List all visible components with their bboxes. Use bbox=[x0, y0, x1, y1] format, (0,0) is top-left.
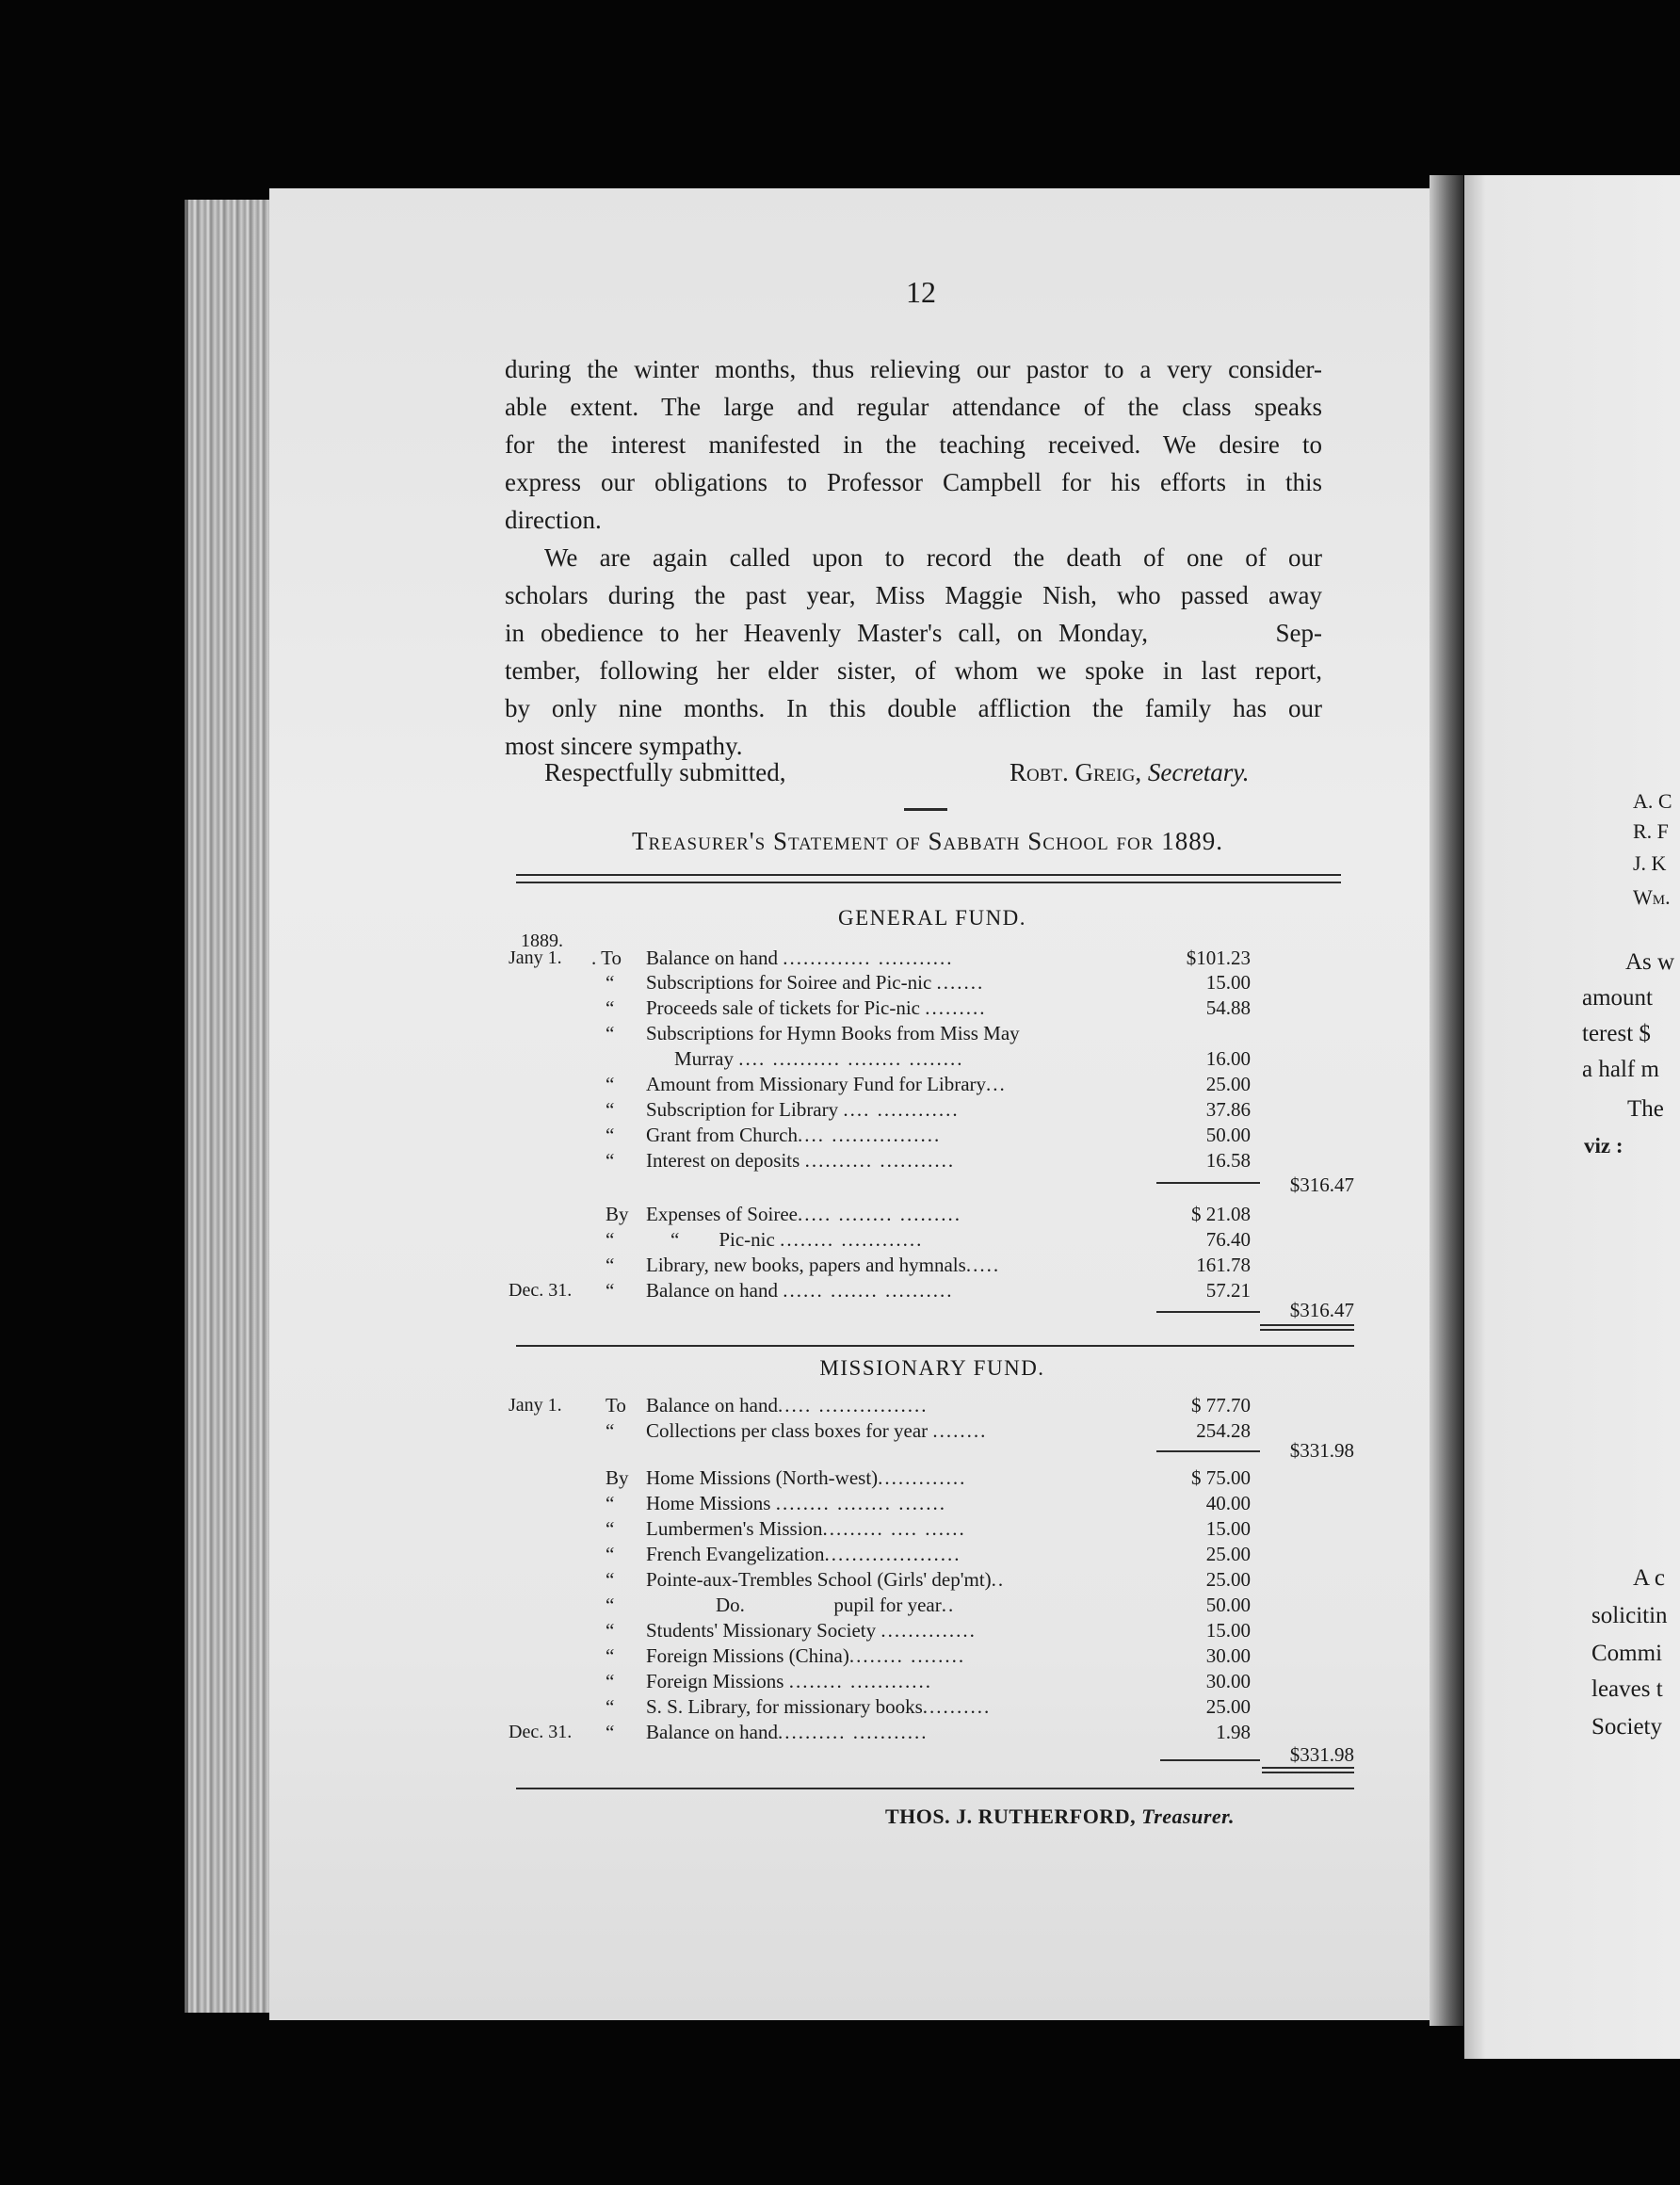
short-divider bbox=[904, 808, 947, 811]
treasurer-title: Treasurer. bbox=[1141, 1805, 1236, 1828]
report-line: scholars during the past year, Miss Maggie Nish, who passed away bbox=[505, 581, 1322, 609]
report-line: for the interest manifested in the teaching received. We desire to bbox=[505, 430, 1322, 459]
ledger-row: “ Foreign Missions ........ ............ 30.00 bbox=[606, 1670, 1251, 1692]
section-rule bbox=[516, 1788, 1354, 1789]
ledger-row: Murray .... .......... ........ ........ 16.00 bbox=[674, 1047, 1251, 1070]
report-line: We are again called upon to record the death of one of our bbox=[544, 543, 1322, 572]
ledger-row: “ S. S. Library, for missionary books.......... 25.00 bbox=[606, 1695, 1251, 1718]
ledger-row: Dec. 31. “ Balance on hand ...... ....... .......... 57.21 bbox=[509, 1279, 1251, 1302]
ledger-row: “ Subscription for Library .... ............ 37.86 bbox=[606, 1098, 1251, 1121]
statement-title: Treasurer's Statement of Sabbath School for 1889. bbox=[632, 827, 1223, 855]
signoff: Respectfully submitted, bbox=[544, 758, 786, 786]
right-text-line: terest $ bbox=[1582, 1021, 1651, 1046]
ledger-row: “ Students' Missionary Society .............. 15.00 bbox=[606, 1619, 1251, 1642]
total-double-rule bbox=[1262, 1767, 1354, 1769]
ledger-total-row bbox=[0, 1742, 1680, 1768]
ledger-row: Jany 1. . To Balance on hand ............. ........... $101.23 bbox=[509, 947, 1251, 969]
ledger-row: “ Lumbermen's Mission......... .... ...... 15.00 bbox=[606, 1517, 1251, 1540]
ledger-total-row bbox=[0, 1173, 1680, 1198]
ledger-row: By Expenses of Soiree..... ........ ......... $ 21.08 bbox=[606, 1203, 1251, 1225]
double-rule-bottom bbox=[516, 882, 1341, 883]
right-text-line: The bbox=[1627, 1096, 1664, 1122]
missionary-payments-total: $331.98 bbox=[1289, 1743, 1354, 1766]
right-text-line: leaves t bbox=[1591, 1676, 1663, 1702]
ledger-row: “ Home Missions ........ ........ ....... 40.00 bbox=[606, 1492, 1251, 1514]
secretary-signature bbox=[1010, 753, 1250, 791]
missionary-receipts-total: $331.98 bbox=[1289, 1439, 1354, 1462]
section-rule bbox=[516, 1345, 1354, 1347]
secretary-title: Secretary. bbox=[1147, 758, 1250, 786]
right-text-line: Commi bbox=[1591, 1641, 1663, 1666]
missionary-fund-heading: MISSIONARY FUND. bbox=[819, 1356, 1045, 1380]
ledger-row: “ Collections per class boxes for year ........ 254.28 bbox=[606, 1419, 1251, 1442]
treasurer-name: THOS. J. RUTHERFORD, bbox=[885, 1805, 1137, 1828]
ledger-row: Dec. 31. “ Balance on hand.......... ........... 1.98 bbox=[509, 1721, 1251, 1743]
right-initial: R. F bbox=[1633, 819, 1669, 843]
general-receipts-total: $316.47 bbox=[1289, 1173, 1354, 1196]
ledger-row: “ Library, new books, papers and hymnals..... 161.78 bbox=[606, 1254, 1251, 1276]
ledger-row: “ Do. pupil for year.. 50.00 bbox=[606, 1594, 1251, 1616]
ledger-total-row bbox=[0, 1298, 1680, 1323]
ledger-row: Jany 1. To Balance on hand..... ................ $ 77.70 bbox=[509, 1394, 1251, 1416]
treasurer-signature bbox=[885, 1805, 1235, 1829]
report-line: tember, following her elder sister, of whom we spoke in last report, bbox=[505, 656, 1322, 685]
report-line: direction. bbox=[505, 506, 602, 534]
page-number: 12 bbox=[906, 275, 936, 309]
right-text-line: solicitin bbox=[1591, 1603, 1668, 1628]
ledger-row: “ Amount from Missionary Fund for Library... 25.00 bbox=[606, 1073, 1251, 1095]
ledger-row: “ Subscriptions for Soiree and Pic-nic ....... 15.00 bbox=[606, 971, 1251, 994]
report-line: in obedience to her Heavenly Master's call, on Monday, Sep- bbox=[505, 619, 1322, 647]
ledger-row: “ Pointe-aux-Trembles School (Girls' dep'mt).. 25.00 bbox=[606, 1568, 1251, 1591]
total-double-rule bbox=[1262, 1772, 1354, 1773]
ledger-row: “ Grant from Church.... ................ 50.00 bbox=[606, 1124, 1251, 1146]
right-text-line: viz : bbox=[1584, 1134, 1623, 1157]
right-text-line: Society bbox=[1591, 1714, 1662, 1740]
right-text-line: amount bbox=[1582, 985, 1653, 1011]
report-line: during the winter months, thus relieving our pastor to a very consider- bbox=[505, 355, 1322, 383]
secretary-name: Robt. Greig, bbox=[1010, 758, 1142, 786]
right-text-line: A c bbox=[1633, 1565, 1666, 1591]
ledger-row: “ Proceeds sale of tickets for Pic-nic ......... 54.88 bbox=[606, 996, 1251, 1019]
right-text-line: a half m bbox=[1582, 1057, 1659, 1082]
ledger-row: By Home Missions (North-west)............. $ 75.00 bbox=[606, 1466, 1251, 1489]
ledger-row: “ Interest on deposits .......... ........... 16.58 bbox=[606, 1149, 1251, 1172]
general-payments-total: $316.47 bbox=[1289, 1299, 1354, 1321]
right-initial: A. C bbox=[1633, 789, 1672, 813]
general-fund-heading: GENERAL FUND. bbox=[837, 906, 1027, 930]
ledger-row: “ “ Pic-nic ........ ............ 76.40 bbox=[606, 1228, 1251, 1251]
double-rule-top bbox=[516, 874, 1341, 876]
ledger-total-row bbox=[0, 1438, 1680, 1464]
fund-year: 1889. bbox=[521, 931, 563, 951]
right-initial: Wm. bbox=[1633, 885, 1671, 909]
ledger-row: “ French Evangelization.................... 25.00 bbox=[606, 1543, 1251, 1565]
right-text-line: As w bbox=[1625, 949, 1675, 975]
right-initial: J. K bbox=[1633, 851, 1667, 875]
report-line: by only nine months. In this double affliction the family has our bbox=[505, 694, 1322, 722]
report-line: express our obligations to Professor Campbell for his efforts in this bbox=[505, 468, 1322, 496]
total-double-rule bbox=[1260, 1329, 1354, 1331]
ledger-row: “ Foreign Missions (China)........ ........ 30.00 bbox=[606, 1644, 1251, 1667]
ledger-row: “ Subscriptions for Hymn Books from Miss May bbox=[606, 1022, 1020, 1044]
report-line: able extent. The large and regular attendance of the class speaks bbox=[505, 393, 1322, 421]
report-line: most sincere sympathy. bbox=[505, 732, 743, 760]
total-double-rule bbox=[1260, 1324, 1354, 1326]
